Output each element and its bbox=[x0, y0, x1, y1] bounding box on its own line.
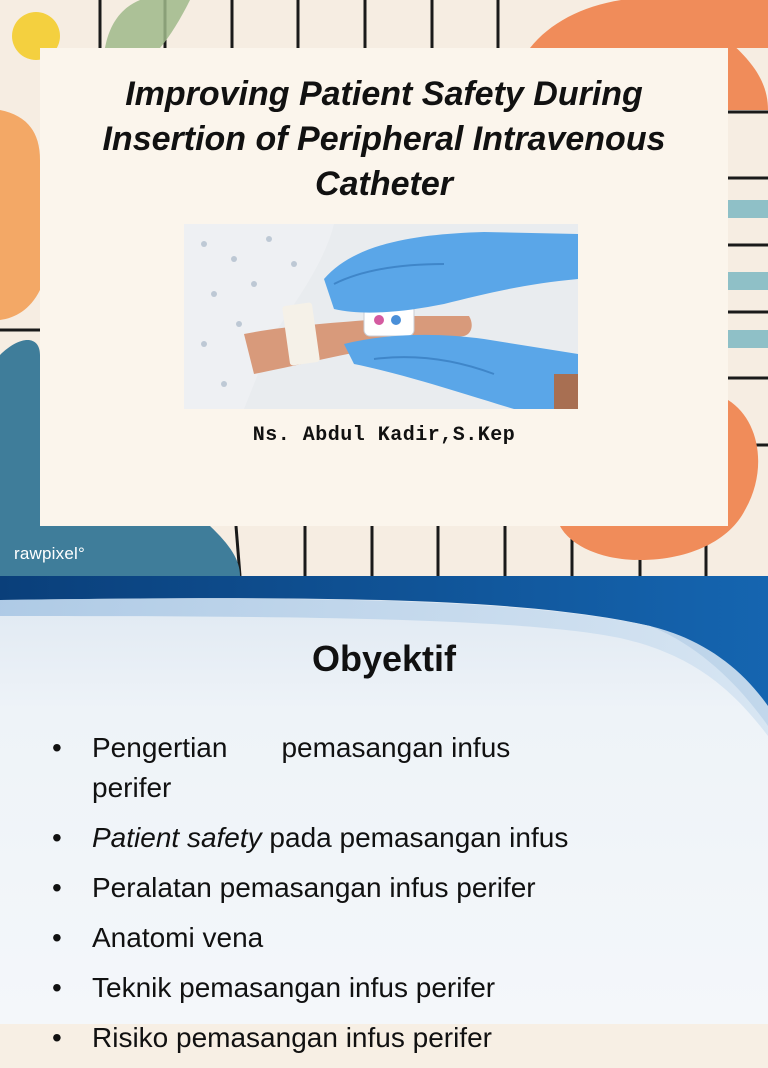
bullet-icon: • bbox=[52, 972, 62, 1003]
list-item bbox=[52, 918, 752, 958]
bullet-text-part: pemasangan infus bbox=[281, 732, 511, 763]
list-item bbox=[52, 1018, 752, 1058]
bullet-text-part: perifer bbox=[92, 772, 172, 803]
list-item bbox=[52, 868, 752, 908]
bullet-text: Anatomi vena bbox=[92, 922, 264, 953]
iv-catheter-photo bbox=[184, 224, 578, 409]
objectives-list bbox=[52, 728, 752, 1068]
title-line-3: Catheter bbox=[315, 165, 453, 203]
bullet-icon: • bbox=[52, 872, 62, 903]
list-item bbox=[52, 818, 752, 858]
bullet-text: Risiko pemasangan infus perifer bbox=[92, 1022, 492, 1053]
bullet-text: Peralatan pemasangan infus perifer bbox=[92, 872, 536, 903]
list-item bbox=[52, 968, 752, 1008]
bullet-icon: • bbox=[52, 922, 62, 953]
title-line-1: Improving Patient Safety During bbox=[125, 75, 643, 113]
bullet-text-part: pada pemasangan infus bbox=[261, 822, 569, 853]
bullet-text-part: Pengertian bbox=[92, 732, 228, 763]
rawpixel-watermark: rawpixel° bbox=[14, 544, 85, 563]
bullet-text: Teknik pemasangan infus perifer bbox=[92, 972, 496, 1003]
bullet-icon: • bbox=[52, 1022, 62, 1053]
list-item bbox=[52, 728, 752, 808]
presentation-title bbox=[0, 72, 768, 207]
bullet-italic-text: Patient safety bbox=[92, 822, 262, 853]
title-line-2: Insertion of Peripheral Intravenous bbox=[102, 120, 666, 158]
objectives-title: Obyektif bbox=[311, 638, 457, 679]
bullet-icon: • bbox=[52, 732, 62, 763]
author-name: Ns. Abdul Kadir,S.Kep bbox=[252, 424, 516, 447]
bullet-icon: • bbox=[52, 822, 62, 853]
